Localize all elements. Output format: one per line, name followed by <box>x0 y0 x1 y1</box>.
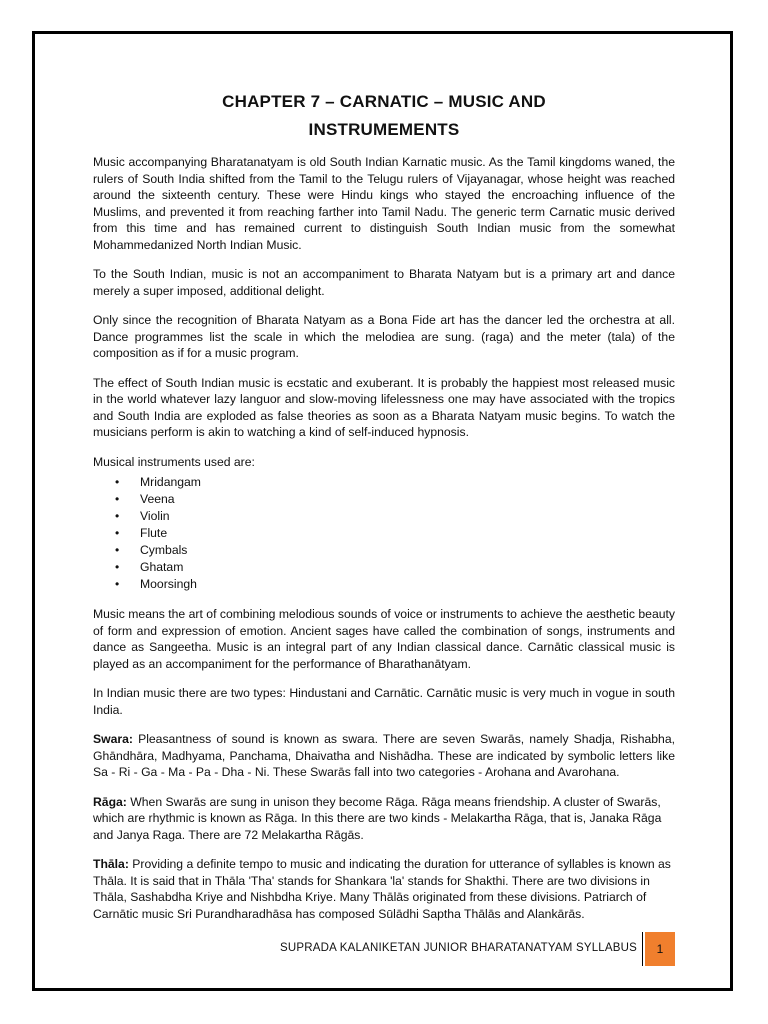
bullet-icon: • <box>115 543 120 557</box>
paragraph-raga <box>93 794 675 844</box>
paragraph-instruments-intro: Musical instruments used are: <box>93 454 255 469</box>
footer-syllabus-title: SUPRADA KALANIKETAN JUNIOR BHARATANATYAM SYLLABUS <box>279 942 637 954</box>
bullet-icon: • <box>115 475 120 489</box>
bullet-icon: • <box>115 492 120 506</box>
page-number: 1 <box>645 932 675 966</box>
swara-term: Swara: <box>93 732 133 746</box>
paragraph-recognition: Only since the recognition of Bharata Natyam as a Bona Fide art has the dancer led the orchestra at all. Dance programmes list the scale in which the melodiea are sung. (raga) and the meter (tala) of the composition as if for a music program. <box>93 313 675 360</box>
swara-definition: Pleasantness of sound is known as swara. There are seven Swarās, namely Shadja, Rishabha, Ghāndhāra, Madhyama, Panchama, Dhaivatha and Nishādha. These are indicated by symbolic letters like Sa - Ri - Ga - Ma - Pa - Dha - Ni. These Swarās fall into two categories - Arohana and Avarohana. <box>93 732 675 779</box>
instrument-list <box>93 474 675 593</box>
list-item: • Cymbals <box>115 543 188 557</box>
thala-definition: Providing a definite tempo to music and indicating the duration for utterance of syllables is known as Thāla. It is said that in Thāla 'Tha' stands for Shankara 'la' stands for Shakthi. There are two divisions in Thāla, Sashabdha Kriye and Nishbdha Kriye. Many Thālās originated from these divisions. Patriarch of Carnātic music Sri Purandharadhāsa has composed Sūlādhi Saptha Thālās and Alankārās. <box>93 857 671 921</box>
list-item: • Mridangam <box>115 475 201 489</box>
page-footer <box>93 932 675 966</box>
bullet-icon: • <box>115 577 120 591</box>
paragraph-south-indian-view: To the South Indian, music is not an accompaniment to Bharata Natyam but is a primary art and dance merely a super imposed, additional delight. <box>93 267 675 298</box>
chapter-title <box>93 88 675 144</box>
footer-divider <box>642 932 643 966</box>
list-item: • Violin <box>115 509 170 523</box>
list-item: • Flute <box>115 526 168 540</box>
list-item: • Moorsingh <box>115 577 197 591</box>
paragraph-swara <box>93 731 675 781</box>
bullet-icon: • <box>115 509 120 523</box>
paragraph-thala <box>93 856 675 922</box>
thala-term: Thāla: <box>93 857 129 871</box>
bullet-icon: • <box>115 560 120 574</box>
paragraph-music-types: In Indian music there are two types: Hindustani and Carnātic. Carnātic music is very much in vogue in south India. <box>93 686 675 717</box>
paragraph-music-definition: Music means the art of combining melodious sounds of voice or instruments to achieve the aesthetic beauty of form and expression of emotion. Ancient sages have called the combination of songs, instruments and dance as Sangeetha. Music is an integral part of any Indian classical dance. Carnātic classical music is played as an accompaniment for the performance of Bharathanātyam. <box>93 607 675 671</box>
chapter-title-line-1: CHAPTER 7 – CARNATIC – MUSIC AND <box>222 92 546 111</box>
list-item: • Ghatam <box>115 560 184 574</box>
chapter-title-line-2: INSTRUMEMENTS <box>308 120 460 139</box>
raga-term: Rāga: <box>93 794 127 809</box>
paragraph-effect: The effect of South Indian music is ecstatic and exuberant. It is probably the happiest most released music in the world whatever lazy languor and slow-moving lifelessness one may have associated with the tropics and South India are exploded as false theories as soon as a Bharata Natyam music begins. To watch the musicians perform is akin to watching a kind of self-induced hypnosis. <box>93 375 675 439</box>
list-item: • Veena <box>115 492 175 506</box>
raga-definition: When Swarās are sung in unison they become Rāga. Rāga means friendship. A cluster of Swarās, which are rhythmic is known as Rāga. In this there are two kinds - Melakartha Rāga, that is, Janaka Rāga and Janya Raga. There are 72 Melakartha Rāgās. <box>93 794 662 842</box>
bullet-icon: • <box>115 526 120 540</box>
document-body <box>93 88 675 935</box>
paragraph-history: Music accompanying Bharatanatyam is old South Indian Karnatic music. As the Tamil kingdoms waned, the rulers of South India shifted from the Tamil to the Telugu rulers of Vijayanagar, whose height was reached around the sixteenth century. These were Hindu kings who stayed the encroaching influence of the Muslims, and prevented it from reaching farther into Tamil Nadu. The generic term Carnatic music derived from this time and has remained current to distinguish South Indian music from the somewhat Mohammedanized North Indian Music. <box>93 155 675 252</box>
